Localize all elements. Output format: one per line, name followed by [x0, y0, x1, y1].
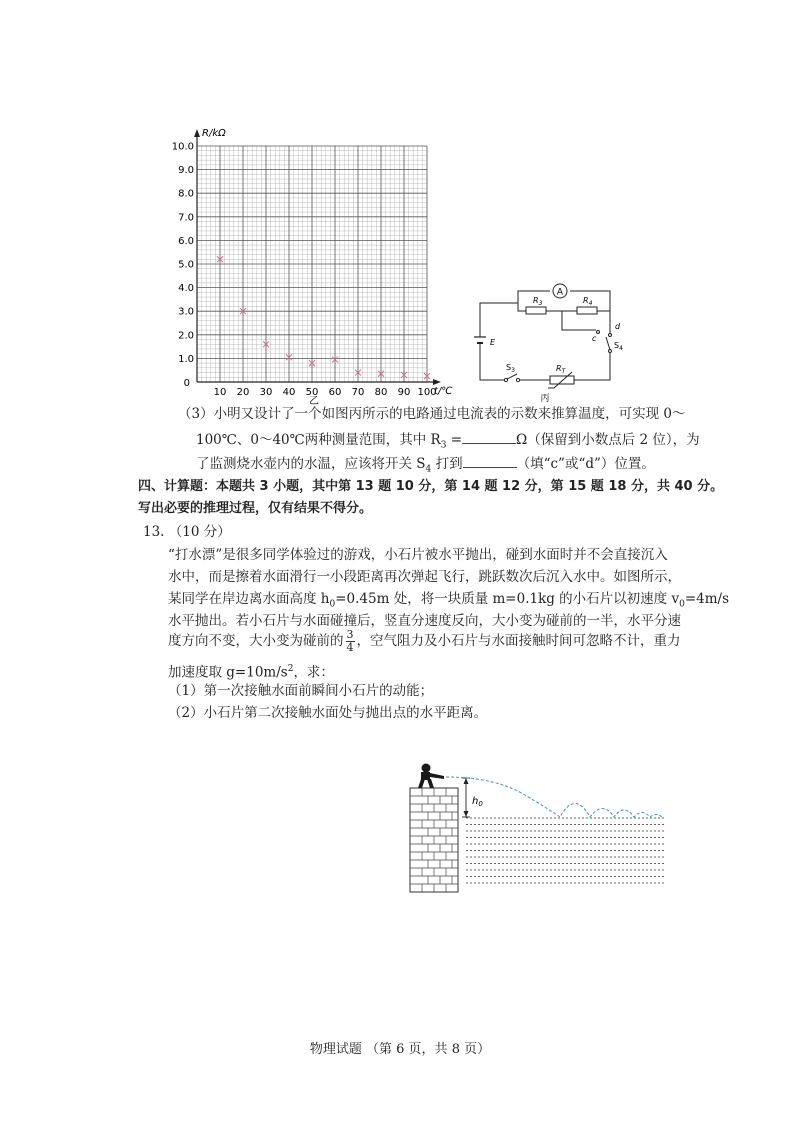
x-tick-label: 20 — [236, 387, 250, 398]
resistance-temperature-chart — [160, 120, 453, 410]
x-tick-label: 90 — [397, 387, 411, 398]
section4-line-2: 写出必要的推理过程，仅有结果不得分。 — [138, 501, 373, 516]
x-tick-label: 40 — [282, 387, 296, 398]
chart-major-grid — [197, 146, 427, 382]
x-tick-label: 70 — [351, 387, 365, 398]
height-arrow-up — [464, 778, 469, 784]
q13-subquestion-2: （2）小石片第二次接触水面处与抛出点的水平距离。 — [168, 705, 488, 721]
circuit-caption: 丙 — [540, 394, 550, 404]
y-tick-label: 1.0 — [178, 353, 194, 365]
y-tick-label: 4.0 — [178, 283, 194, 295]
q13-line-2: 水中，而是擦着水面滑行一小段距离再次弹起飞行，跳跃数次后沉入水中。如图所示， — [168, 569, 681, 585]
y-tick-label: 9.0 — [178, 165, 194, 177]
rt-label: $R_T$ — [556, 364, 566, 375]
switch-s3 — [507, 374, 517, 379]
c-label: c — [592, 334, 597, 343]
switch-s4 — [606, 337, 610, 350]
s4-label: $S_4$ — [614, 341, 623, 352]
source-label: E — [490, 338, 496, 347]
y-tick-label: 3.0 — [178, 306, 194, 318]
resistor-r3 — [526, 307, 546, 314]
resistor-r4 — [577, 307, 597, 314]
x-tick-label: 30 — [259, 387, 273, 398]
terminal-c — [597, 331, 600, 334]
origin-label: 0 — [183, 378, 190, 389]
x-tick-label: 100 — [417, 387, 437, 398]
x-axis-label: t/℃ — [434, 386, 453, 397]
ammeter-label: A — [556, 287, 564, 298]
y-tick-label: 2.0 — [178, 330, 194, 342]
y-tick-label: 7.0 — [178, 212, 194, 224]
section4-line-1: 四、计算题：本题共 3 小题，其中第 13 题 10 分，第 14 题 12 分，第 15 题 18 分，共 40 分。 — [138, 479, 724, 494]
r3-answer-blank[interactable] — [462, 429, 516, 444]
stone-skipping-figure — [400, 760, 670, 895]
water-surface — [466, 818, 665, 883]
q13-line-4: 水平抛出。若小石片与水面碰撞后，竖直分速度反向，大小变为碰前的一半，水平分速 — [168, 613, 681, 629]
q3-line-2: 100℃、0～40℃两种测量范围，其中 $R_3 = \Omega$（保留到小数点后 2 位），为 — [196, 429, 700, 456]
q13-line-6: 加速度取 $g=10m/s^2$，求： — [168, 664, 334, 681]
height-arrow-down — [464, 811, 469, 817]
q3-line-3: 了监测烧水壶内的水温，应该将开关 $S_4$ 打到 （填“c”或“d”）位置。 — [196, 453, 655, 480]
y-axis-label: R/kΩ — [202, 128, 226, 139]
x-tick-labels — [214, 387, 437, 398]
q13-header: 13. （10 分） — [143, 524, 231, 540]
d-label: d — [615, 322, 621, 331]
circuit-diagram — [470, 275, 625, 405]
q13-subquestion-1: （1）第一次接触水面前瞬间小石片的动能； — [168, 683, 434, 699]
s3-label: $S_3$ — [506, 363, 515, 374]
stone-trajectory — [446, 777, 662, 817]
data-points — [217, 256, 430, 379]
x-tick-label: 10 — [213, 387, 227, 398]
page-footer: 物理试题 （第 6 页，共 8 页） — [309, 1042, 491, 1057]
r3-label: $R_3$ — [533, 296, 543, 307]
s4-answer-blank[interactable] — [463, 453, 517, 468]
x-tick-label: 60 — [328, 387, 342, 398]
chart-caption: 乙 — [309, 396, 319, 407]
q13-line-1: “打水漂”是很多同学体验过的游戏，小石片被水平抛出，碰到水面时并不会直接沉入 — [168, 547, 668, 563]
q13-line-5: 度方向不变，大小变为碰前的 $\frac{3}{4}$ ，空气阻力及小石片与水面接触时间可忽略不计，重力 — [168, 628, 681, 654]
person-icon — [418, 764, 444, 789]
thermistor-rt — [550, 376, 574, 384]
x-tick-label: 80 — [374, 387, 388, 398]
y-tick-label: 6.0 — [178, 235, 194, 247]
y-tick-label: 5.0 — [178, 259, 194, 271]
x-axis-arrow — [433, 379, 441, 385]
y-tick-label: 8.0 — [178, 188, 194, 200]
terminal-d — [609, 334, 612, 337]
height-label: $h_0$ — [472, 796, 483, 808]
y-axis-arrow — [194, 129, 200, 137]
y-tick-label: 10.0 — [171, 141, 194, 153]
s3-terminal-b — [516, 378, 519, 381]
y-tick-labels — [172, 142, 194, 365]
q13-line-3: 某同学在岸边离水面高度 $h_0=0.45m$ 处，将一块质量 m=0.1kg 的小石片以初速度 $v_0=4m/s$ — [168, 591, 730, 610]
r4-label: $R_4$ — [583, 296, 593, 307]
fraction-three-quarters: $\frac{3}{4}$ — [346, 628, 354, 654]
q3-line-1: （3）小明又设计了一个如图丙所示的电路通过电流表的示数来推算温度，可实现 0～ — [178, 406, 686, 422]
x-tick-label: 50 — [305, 387, 319, 398]
